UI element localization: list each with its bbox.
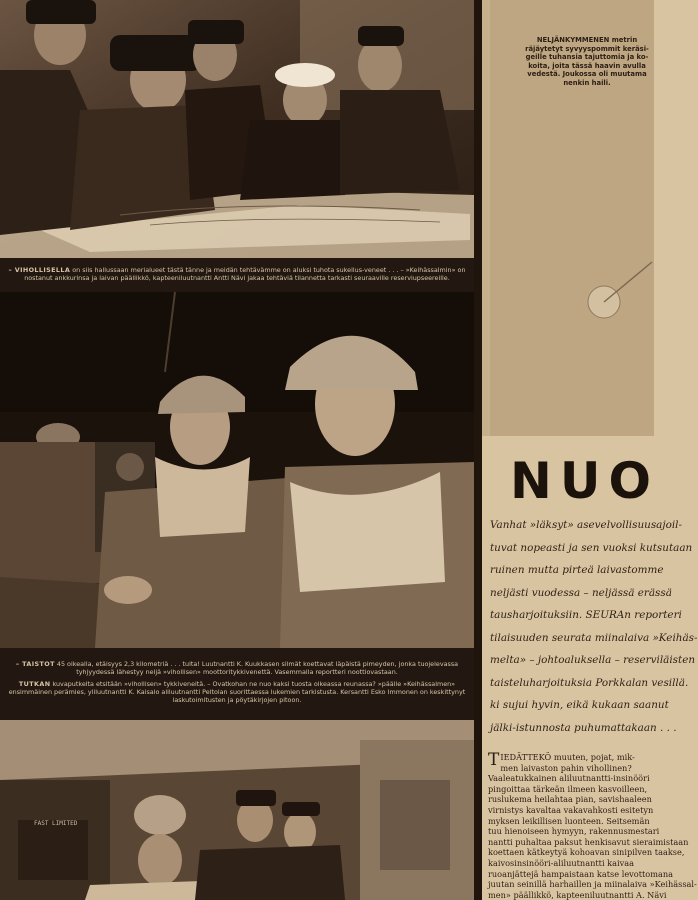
body-line: juutan seinillä harhaillen ja miinalaiva »Keihässal- bbox=[488, 879, 697, 890]
body-line: ruoanjättejä hampaistaan katse levottomana bbox=[488, 868, 674, 879]
photo-helmeted-officers bbox=[0, 292, 474, 648]
photo2-caption-a bbox=[0, 648, 474, 676]
body-line: virnistys kavaltaa vakavahkosti esitetyn bbox=[488, 804, 654, 815]
body-line: IEDÄTTEKÖ muuten, pojat, mik- bbox=[500, 752, 635, 762]
body-line: kaivosinsinööri-aliluutnantti kaivaa bbox=[488, 857, 635, 868]
photo1-caption-lead: – VIHOLLISELLA bbox=[8, 266, 71, 274]
photo2-caption-strip bbox=[0, 648, 474, 720]
article-title: NUO bbox=[510, 452, 659, 510]
photo2-caption-a-text: 45 oikealla, etäisyys 2,3 kilometriä . . . tulta! Luutnantti K. Kuukkasen silmät koettavat läpäistä pimeyden, jonka tuojelevassa tyhjyydessä lähestyy neljä »vihollisen» moottoritykkivenettä. Vasemmalla reportteri noottiovastaan. bbox=[56, 660, 459, 676]
body-line: nantti puhaltaa paksut henkisavut sieraimistaan bbox=[488, 836, 689, 847]
body-line: tuu hienoiseen hymyyn, rakennusmestari bbox=[488, 826, 660, 837]
photo-radar-room bbox=[0, 720, 474, 900]
column-gutter bbox=[474, 0, 482, 900]
photo-helmeted-officers-image bbox=[0, 292, 474, 648]
lede-line: neljästi vuodessa – neljässä erässä bbox=[490, 586, 672, 599]
body-line: koettaen kätkeytyä kohoavan sinipilven taakse, bbox=[488, 847, 685, 858]
photo-officers-at-map bbox=[0, 0, 474, 258]
photo-radar-room-image bbox=[0, 720, 474, 900]
photo1-caption bbox=[0, 258, 474, 282]
photo2-caption-b-lead: TUTKAN bbox=[18, 680, 51, 688]
body-line: ruslukema heilahtaa pian, savishaaleen bbox=[488, 794, 652, 805]
lede-line: tilaisuuden seurata miinalaiva »Keihäs- bbox=[490, 631, 698, 644]
body-line: pingoittaa tärkeän ilmeen kasvoilleen, bbox=[488, 783, 648, 794]
lede-line: melta» – johtoaluksella – reserviläisten bbox=[490, 654, 696, 666]
photo1-caption-text: on siis hallussaan merialueet tästä tänne ja meidän tehtävämme on aluksi tuhota sukellus-veneet . . . – »Keihässalmin» on nostanut ankkurinsa ja laivan päällikkö, kapteeniluutnantti Antti Nävi jakaa tehtäviä tilannetta tarkasti seuraaville reserviupseereille. bbox=[24, 266, 466, 282]
photo2-caption-a-lead: – TAISTOT bbox=[15, 660, 55, 668]
body-line: men laivaston pahin vihollinen? bbox=[500, 762, 632, 773]
lede-line: taisteluharjoituksia Porkkalan vesillä. bbox=[490, 676, 689, 689]
body-line: Vaaleatukkainen aliluutnantti-insinööri bbox=[488, 773, 650, 784]
lede-line: tuvat nopeasti ja sen vuoksi kutsutaan bbox=[490, 541, 693, 554]
radar-plate-text: FAST LIMITED bbox=[34, 820, 78, 827]
drop-cap: T bbox=[488, 750, 500, 770]
photo-officers-at-map-image bbox=[0, 0, 474, 258]
lede-line: tausharjoituksiin. SEURAn reporteri bbox=[490, 609, 682, 621]
lede-line: ki sujui hyvin, eikä kukaan saanut bbox=[490, 699, 669, 711]
body-line: men» päällikkö, kapteeniluutnantti A. Nävi bbox=[488, 889, 667, 900]
photo1-caption-strip bbox=[0, 258, 474, 292]
side-caption: NELJÄNKYMMENEN metrin räjäytetyt syvyyspommit keräsi- geille tuhansia tajuttomia ja ko- koita, joita tässä haavin avulla vedestä. Joukossa oli muutama nenkin haili. bbox=[525, 36, 649, 87]
article-body bbox=[488, 750, 697, 900]
photo2-caption-b-text: kuvaputkelta etsitään »vihollisen» tykkiveneitä. – Ovatkohan ne nuo kaksi tuosta oikeassa reunassa? »päälle »Keihässalmen» ensimmäinen perämies, yliluutnantti K. Kaisalo aliluutnantti Peltolan suorittaessa lukemien tarkistusta. Kersantti Esko Immonen on keskittynyt laskutoimitusten ja pöytäkirjojen pitoon. bbox=[8, 680, 466, 704]
lede-line: Vanhat »läksyt» asevelvollisuusajoil- bbox=[490, 519, 683, 531]
photo2-caption-b bbox=[0, 676, 474, 704]
body-line: myksen leikillisen luonteen. Seitsemän bbox=[488, 815, 650, 826]
lede-line: jälki-istunnosta puhumattakaan . . . bbox=[490, 721, 677, 734]
lede-line: ruinen mutta pirteä laivastomme bbox=[490, 564, 664, 576]
article-lede bbox=[490, 514, 698, 739]
